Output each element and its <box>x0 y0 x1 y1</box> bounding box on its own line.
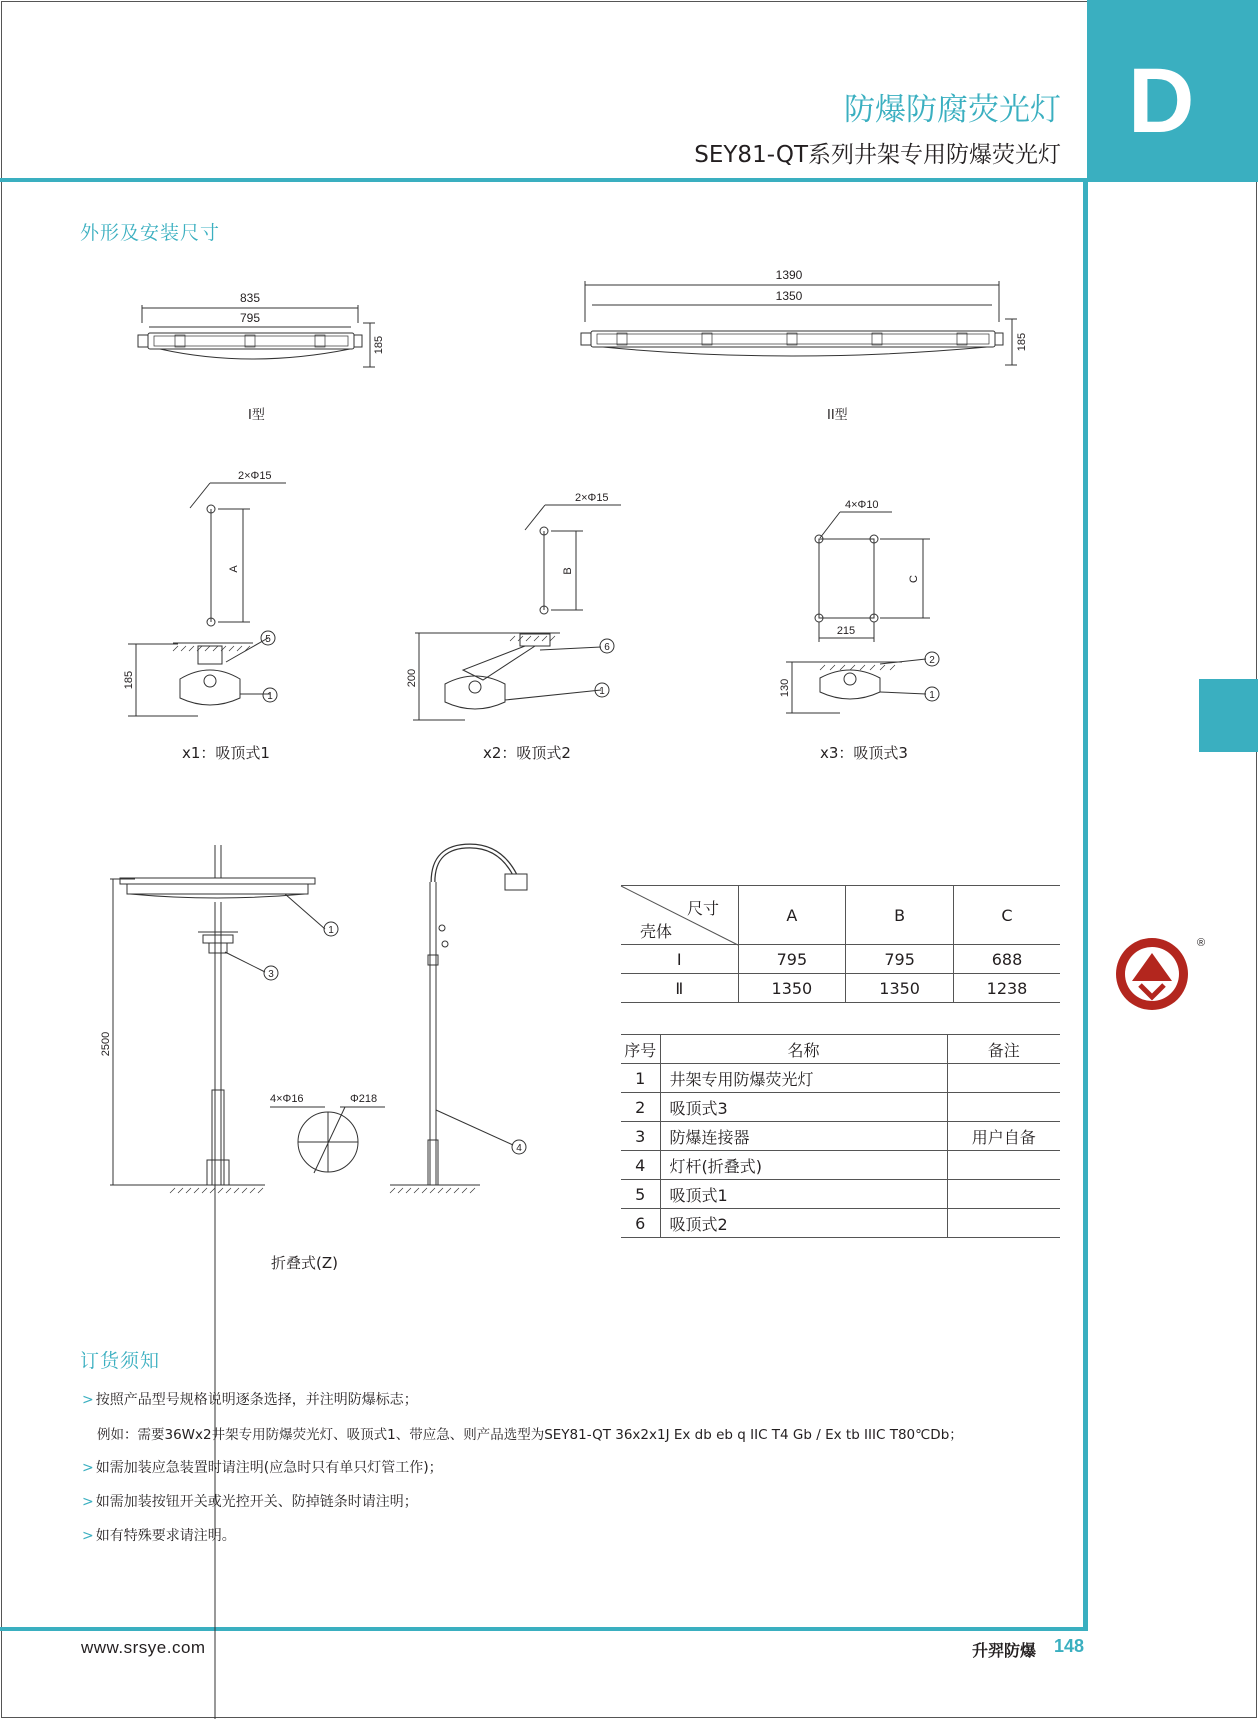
table-row <box>621 945 1060 974</box>
ordering-note-4: > 如有特殊要求请注明。 <box>82 1528 236 1544</box>
footer-website: www.srsye.com <box>81 1638 206 1657</box>
table-row <box>621 1151 1060 1180</box>
side-tab-marker <box>1199 679 1258 752</box>
x3-callout-1: 1 <box>929 690 935 701</box>
dimension-col-b: B <box>846 886 954 945</box>
section-title-dimensions: 外形及安装尺寸 <box>80 222 221 244</box>
type1-dim-height: 185 <box>373 335 385 355</box>
cell-name: 灯杆(折叠式) <box>660 1151 947 1180</box>
x3-caption: x3：吸顶式3 <box>820 744 908 762</box>
cell-remark <box>947 1064 1060 1093</box>
right-rule <box>1083 178 1088 1631</box>
x2-callout-6: 6 <box>604 642 610 653</box>
ordering-note-1: > 按照产品型号规格说明逐条选择，并注明防爆标志； <box>82 1392 418 1408</box>
table-row <box>621 974 1060 1003</box>
section-letter: D <box>1128 50 1195 152</box>
x1-mount-drawing <box>118 466 298 726</box>
corner-label-size: 尺寸 <box>687 899 720 918</box>
x1-hole-label: 2×Φ15 <box>238 470 272 482</box>
x1-dim-a: A <box>228 565 240 573</box>
cell-value: 795 <box>846 945 954 974</box>
type1-dim-inner: 795 <box>239 311 261 325</box>
x3-callout-2: 2 <box>929 655 935 666</box>
section-title-ordering: 订货须知 <box>80 1350 161 1372</box>
x2-mount-drawing <box>405 488 625 728</box>
page-subtitle: SEY81-QT系列井架专用防爆荧光灯 <box>694 142 1061 168</box>
cell-name: 防爆连接器 <box>660 1122 947 1151</box>
dimension-table-header <box>621 886 1060 945</box>
cell-name: 吸顶式1 <box>660 1180 947 1209</box>
ordering-note-example: 例如：需要36Wx2井架专用防爆荧光灯、吸顶式1、带应急、则产品选型为SEY81-QT 36x2x1J Ex db eb q IIC T4 Gb / Ex tb IIIC T80℃Db； <box>97 1427 963 1443</box>
type2-dim-inner: 1350 <box>775 289 803 303</box>
table-row <box>621 1064 1060 1093</box>
cell-value: 1350 <box>846 974 954 1003</box>
corner-label-housing: 壳体 <box>640 922 673 941</box>
folding-callout-3: 3 <box>268 969 274 980</box>
x3-dim-width: 215 <box>836 625 856 637</box>
folding-caption: 折叠式(Z) <box>271 1254 338 1272</box>
type2-dim-height: 185 <box>1016 332 1028 352</box>
parts-table-header <box>621 1035 1060 1064</box>
x2-dim-height: 200 <box>406 668 418 688</box>
bottom-rule <box>0 1627 1088 1631</box>
type1-dim-length: 835 <box>239 291 261 305</box>
folding-hole-label: 4×Φ16 <box>270 1093 304 1105</box>
cell-value: 1238 <box>954 974 1061 1003</box>
folding-diameter-label: Φ218 <box>350 1093 378 1105</box>
cell-remark: 用户自备 <box>947 1122 1060 1151</box>
header-name: 名称 <box>660 1035 947 1064</box>
x2-dim-b: B <box>562 567 574 575</box>
cell-no: 1 <box>621 1064 660 1093</box>
cell-value: 1350 <box>738 974 846 1003</box>
table-row <box>621 1093 1060 1122</box>
cell-value: 688 <box>954 945 1061 974</box>
folding-callout-4: 4 <box>516 1143 522 1154</box>
type2-dim-length-label: 1390 <box>775 268 803 282</box>
cell-name: 吸顶式3 <box>660 1093 947 1122</box>
x3-mount-drawing <box>780 496 960 726</box>
header-no: 序号 <box>621 1035 660 1064</box>
table-row <box>621 1180 1060 1209</box>
page-title: 防爆防腐荧光灯 <box>844 92 1061 128</box>
type2-drawing <box>577 267 1037 387</box>
row-label: Ⅰ <box>621 945 738 974</box>
folding-pole-drawing <box>95 840 535 1220</box>
x2-hole-label: 2×Φ15 <box>575 492 609 504</box>
folding-dim-height: 2500 <box>100 1031 112 1057</box>
cell-name: 井架专用防爆荧光灯 <box>660 1064 947 1093</box>
registered-mark: ® <box>1197 937 1206 949</box>
ordering-note-2: > 如需加装应急装置时请注明(应急时只有单只灯管工作)； <box>82 1460 443 1476</box>
cell-no: 2 <box>621 1093 660 1122</box>
folding-callout-1: 1 <box>328 925 334 936</box>
cell-remark <box>947 1151 1060 1180</box>
x2-callout-1: 1 <box>599 686 605 697</box>
cell-remark <box>947 1209 1060 1238</box>
table-row <box>621 1122 1060 1151</box>
corner-diagonal <box>621 886 738 945</box>
x1-caption: x1：吸顶式1 <box>182 744 270 762</box>
cell-no: 5 <box>621 1180 660 1209</box>
brand-logo <box>1112 931 1206 1021</box>
cell-remark <box>947 1093 1060 1122</box>
x3-dim-height: 130 <box>779 678 791 698</box>
type2-caption: II型 <box>827 408 848 423</box>
x3-dim-c: C <box>908 575 920 583</box>
dimension-table <box>621 885 1060 1003</box>
dimension-col-a: A <box>738 886 846 945</box>
cell-name: 吸顶式2 <box>660 1209 947 1238</box>
table-row <box>621 1209 1060 1238</box>
dimension-col-c: C <box>954 886 1061 945</box>
cell-value: 795 <box>738 945 846 974</box>
page-number: 148 <box>1054 1636 1085 1656</box>
type1-drawing <box>130 285 390 405</box>
x3-hole-label: 4×Φ10 <box>845 499 879 511</box>
x1-callout-1: 1 <box>267 691 273 702</box>
cell-no: 3 <box>621 1122 660 1151</box>
cell-remark <box>947 1180 1060 1209</box>
dimension-table-corner <box>621 886 738 945</box>
header-remark: 备注 <box>947 1035 1060 1064</box>
x2-caption: x2：吸顶式2 <box>483 744 571 762</box>
header-rule <box>0 178 1088 182</box>
type1-caption: I型 <box>248 408 265 423</box>
parts-table <box>621 1034 1060 1238</box>
cell-no: 4 <box>621 1151 660 1180</box>
row-label: Ⅱ <box>621 974 738 1003</box>
footer-brand: 升羿防爆 <box>972 1641 1037 1660</box>
x1-callout-5: 5 <box>265 634 271 645</box>
x1-dim-height: 185 <box>123 670 135 690</box>
cell-no: 6 <box>621 1209 660 1238</box>
ordering-note-3: > 如需加装按钮开关或光控开关、防掉链条时请注明； <box>82 1494 418 1510</box>
